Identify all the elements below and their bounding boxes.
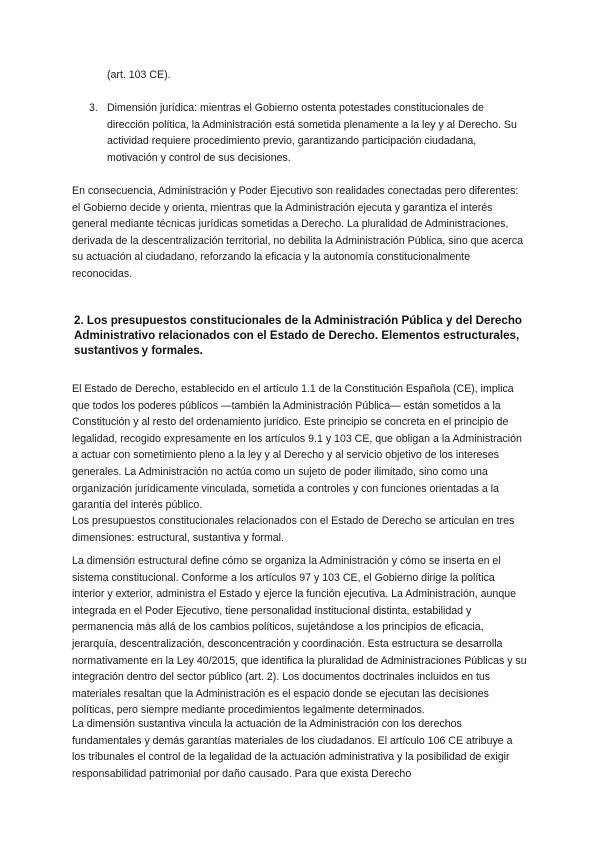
list-item-continuation: (art. 103 CE). — [107, 69, 171, 81]
paragraph-estado-derecho: El Estado de Derecho, establecido en el artículo 1.1 de la Constitución Española (CE), implica que todos los poderes públicos —también la Administración Pública— están sometidos a la Constitución y al resto del ordenamiento jurídico. Este principio se concreta en el principio de legalidad, recogido expresamente en los artículos 9.1 y 103 CE, que obligan a la Administración a actuar con sometimiento pleno a la ley y al Derecho y al servicio objetivo de los intereses generales. La Administración no actúa como un sujeto de poder ilimitado, sino como una organización jurídicamente vinculada, sometida a controles y con funciones orientadas a la garantía del interés público. — [72, 383, 522, 512]
section-heading-2: 2. Los presupuestos constitucionales de la Administración Pública y del Derecho Administrativo relacionados con el Estado de Derecho. Elementos estructurales, sustantivos y formales. — [74, 314, 522, 358]
paragraph-presupuestos: Los presupuestos constitucionales relacionados con el Estado de Derecho se articulan en tres dimensiones: estructural, sustantiva y formal. — [72, 515, 515, 544]
list-item-number: 3. — [89, 102, 98, 114]
list-item-3 — [89, 100, 529, 166]
paragraph-dimension-sustantiva: La dimensión sustantiva vincula la actuación de la Administración con los derechos fundamentales y demás garantías materiales de los ciudadanos. El artículo 106 CE atribuye a los tribunales el control de la legalidad de la actuación administrativa y la posibilidad de exigir responsabilidad patrimonial por daño causado. Para que exista Derecho — [72, 718, 513, 780]
paragraph-dimension-estructural: La dimensión estructural define cómo se organiza la Administración y cómo se inserta en el sistema constitucional. Conforme a los artículos 97 y 103 CE, el Gobierno dirige la política interior y exterior, administra el Estado y ejerce la función ejecutiva. La Administración, aunque integrada en el Poder Ejecutivo, tiene personalidad institucional distinta, estabilidad y permanencia más allá de los cambios políticos, sujetándose a los principios de eficacia, jerarquía, descentralización, desconcentración y coordinación. Esta estructura se desarrolla normativamente en la Ley 40/2015, que identifica la pluralidad de Administraciones Públicas y su integración dentro del sector público (art. 2). Los documentos doctrinales incluidos en tus materiales resaltan que la Administración es el espacio donde se ejecutan las decisiones políticas, pero siempre mediante procedimientos legalmente determinados. — [72, 555, 527, 717]
paragraph-consecuencia: En consecuencia, Administración y Poder Ejecutivo son realidades conectadas pero diferentes: el Gobierno decide y orienta, mientras que la Administración ejecuta y garantiza el interés general mediante técnicas jurídicas sometidas a Derecho. La pluralidad de Administraciones, derivada de la descentralización territorial, no debilita la Administración Pública, sino que acerca su actuación al ciudadano, reforzando la eficacia y la autonomía constitucionalmente reconocidas. — [72, 185, 524, 280]
list-item-text: Dimensión jurídica: mientras el Gobierno ostenta potestades constitucionales de dirección política, la Administración está sometida plenamente a la ley y al Derecho. Su actividad requiere procedimiento previo, garantizando participación ciudadana, motivación y control de sus decisiones. — [107, 102, 517, 164]
